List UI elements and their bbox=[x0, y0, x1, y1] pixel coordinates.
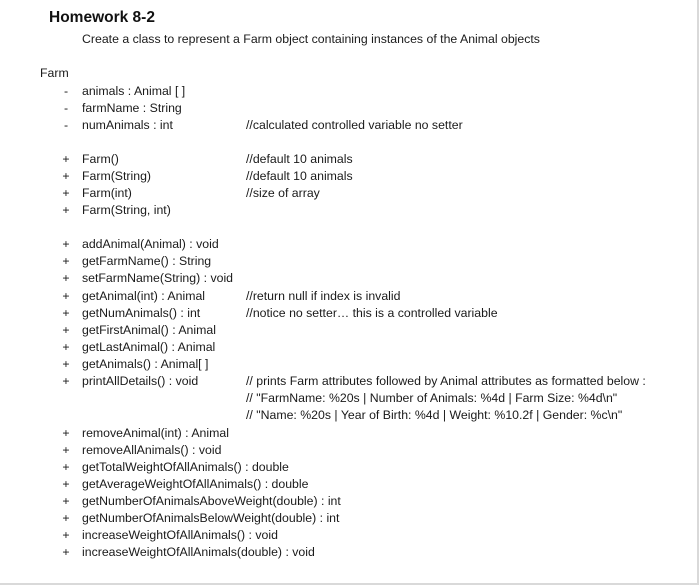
member-comment: //notice no setter… this is a controlled variable bbox=[246, 306, 498, 320]
visibility-marker: - bbox=[63, 84, 69, 98]
class-name: Farm bbox=[40, 66, 69, 80]
member-signature: getNumberOfAnimalsBelowWeight(double) : int bbox=[82, 511, 340, 525]
member-signature: getFirstAnimal() : Animal bbox=[82, 323, 216, 337]
method-row-removeanimal bbox=[0, 426, 690, 443]
member-signature: getAnimal(int) : Animal bbox=[82, 289, 206, 303]
member-signature: animals : Animal [ ] bbox=[82, 84, 186, 98]
method-row-getfarmname bbox=[0, 254, 690, 271]
visibility-marker: + bbox=[62, 237, 70, 251]
member-signature: Farm(String, int) bbox=[82, 203, 171, 217]
method-row-addanimal bbox=[0, 237, 690, 254]
field-row-animals bbox=[0, 84, 690, 101]
member-signature: getAnimals() : Animal[ ] bbox=[82, 357, 209, 371]
member-signature: removeAllAnimals() : void bbox=[82, 443, 222, 457]
member-comment: //size of array bbox=[246, 186, 320, 200]
member-signature: getNumAnimals() : int bbox=[82, 306, 201, 320]
member-signature: printAllDetails() : void bbox=[82, 374, 199, 388]
method-row-getanimals bbox=[0, 357, 690, 374]
method-row-printalldetails bbox=[0, 374, 690, 391]
member-signature: getNumberOfAnimalsAboveWeight(double) : int bbox=[82, 494, 341, 508]
member-comment: //default 10 animals bbox=[246, 152, 353, 166]
field-row-numanimals bbox=[0, 118, 690, 135]
visibility-marker: + bbox=[62, 306, 70, 320]
assignment-description: Create a class to represent a Farm object containing instances of the Animal objects bbox=[82, 32, 540, 46]
member-comment: //default 10 animals bbox=[246, 169, 353, 183]
method-row-increaseweight bbox=[0, 528, 690, 545]
visibility-marker: + bbox=[62, 323, 70, 337]
visibility-marker: - bbox=[63, 118, 69, 132]
method-row-getlastanimal bbox=[0, 340, 690, 357]
member-signature: Farm(String) bbox=[82, 169, 152, 183]
visibility-marker: + bbox=[62, 426, 70, 440]
method-row-gettotalweight bbox=[0, 460, 690, 477]
member-signature: getAverageWeightOfAllAnimals() : double bbox=[82, 477, 309, 491]
member-comment: // prints Farm attributes followed by Animal attributes as formatted below : bbox=[246, 374, 646, 388]
visibility-marker: - bbox=[63, 101, 69, 115]
method-row-setfarmname bbox=[0, 271, 690, 288]
member-signature: getLastAnimal() : Animal bbox=[82, 340, 216, 354]
visibility-marker: + bbox=[62, 374, 70, 388]
visibility-marker: + bbox=[62, 289, 70, 303]
method-row-getanimal bbox=[0, 289, 690, 306]
visibility-marker: + bbox=[62, 271, 70, 285]
member-comment: //return null if index is invalid bbox=[246, 289, 401, 303]
visibility-marker: + bbox=[62, 169, 70, 183]
visibility-marker: + bbox=[62, 357, 70, 371]
visibility-marker: + bbox=[62, 528, 70, 542]
visibility-marker: + bbox=[62, 203, 70, 217]
method-row-getnumanimals bbox=[0, 306, 690, 323]
visibility-marker: + bbox=[62, 545, 70, 559]
member-signature: getTotalWeightOfAllAnimals() : double bbox=[82, 460, 289, 474]
method-row-getfirstanimal bbox=[0, 323, 690, 340]
method-row-getnumberbelow bbox=[0, 511, 690, 528]
visibility-marker: + bbox=[62, 152, 70, 166]
constructor-row-int bbox=[0, 186, 690, 203]
method-row-getnumberabove bbox=[0, 494, 690, 511]
constructor-row-default bbox=[0, 152, 690, 169]
method-row-increaseweight-double bbox=[0, 545, 690, 562]
member-signature: addAnimal(Animal) : void bbox=[82, 237, 219, 251]
member-signature: increaseWeightOfAllAnimals(double) : void bbox=[82, 545, 315, 559]
visibility-marker: + bbox=[62, 511, 70, 525]
member-signature: Farm() bbox=[82, 152, 119, 166]
method-row-getaverageweight bbox=[0, 477, 690, 494]
field-row-farmname bbox=[0, 101, 690, 118]
member-signature: Farm(int) bbox=[82, 186, 132, 200]
visibility-marker: + bbox=[62, 494, 70, 508]
member-signature: setFarmName(String) : void bbox=[82, 271, 234, 285]
member-comment: //calculated controlled variable no setter bbox=[246, 118, 463, 132]
member-signature: removeAnimal(int) : Animal bbox=[82, 426, 229, 440]
visibility-marker: + bbox=[62, 460, 70, 474]
visibility-marker: + bbox=[62, 254, 70, 268]
visibility-marker: + bbox=[62, 443, 70, 457]
member-signature: increaseWeightOfAllAnimals() : void bbox=[82, 528, 278, 542]
member-signature: getFarmName() : String bbox=[82, 254, 212, 268]
print-format-line-animal: // "Name: %20s | Year of Birth: %4d | Weight: %10.2f | Gender: %c\n" bbox=[246, 408, 623, 422]
visibility-marker: + bbox=[62, 477, 70, 491]
visibility-marker: + bbox=[62, 186, 70, 200]
page-title: Homework 8-2 bbox=[49, 9, 155, 26]
constructor-row-string bbox=[0, 169, 690, 186]
print-format-line-farm: // "FarmName: %20s | Number of Animals: %4d | Farm Size: %4d\n" bbox=[246, 391, 618, 405]
member-signature: farmName : String bbox=[82, 101, 182, 115]
member-signature: numAnimals : int bbox=[82, 118, 173, 132]
method-row-removeallanimals bbox=[0, 443, 690, 460]
constructor-row-string-int bbox=[0, 203, 690, 220]
visibility-marker: + bbox=[62, 340, 70, 354]
